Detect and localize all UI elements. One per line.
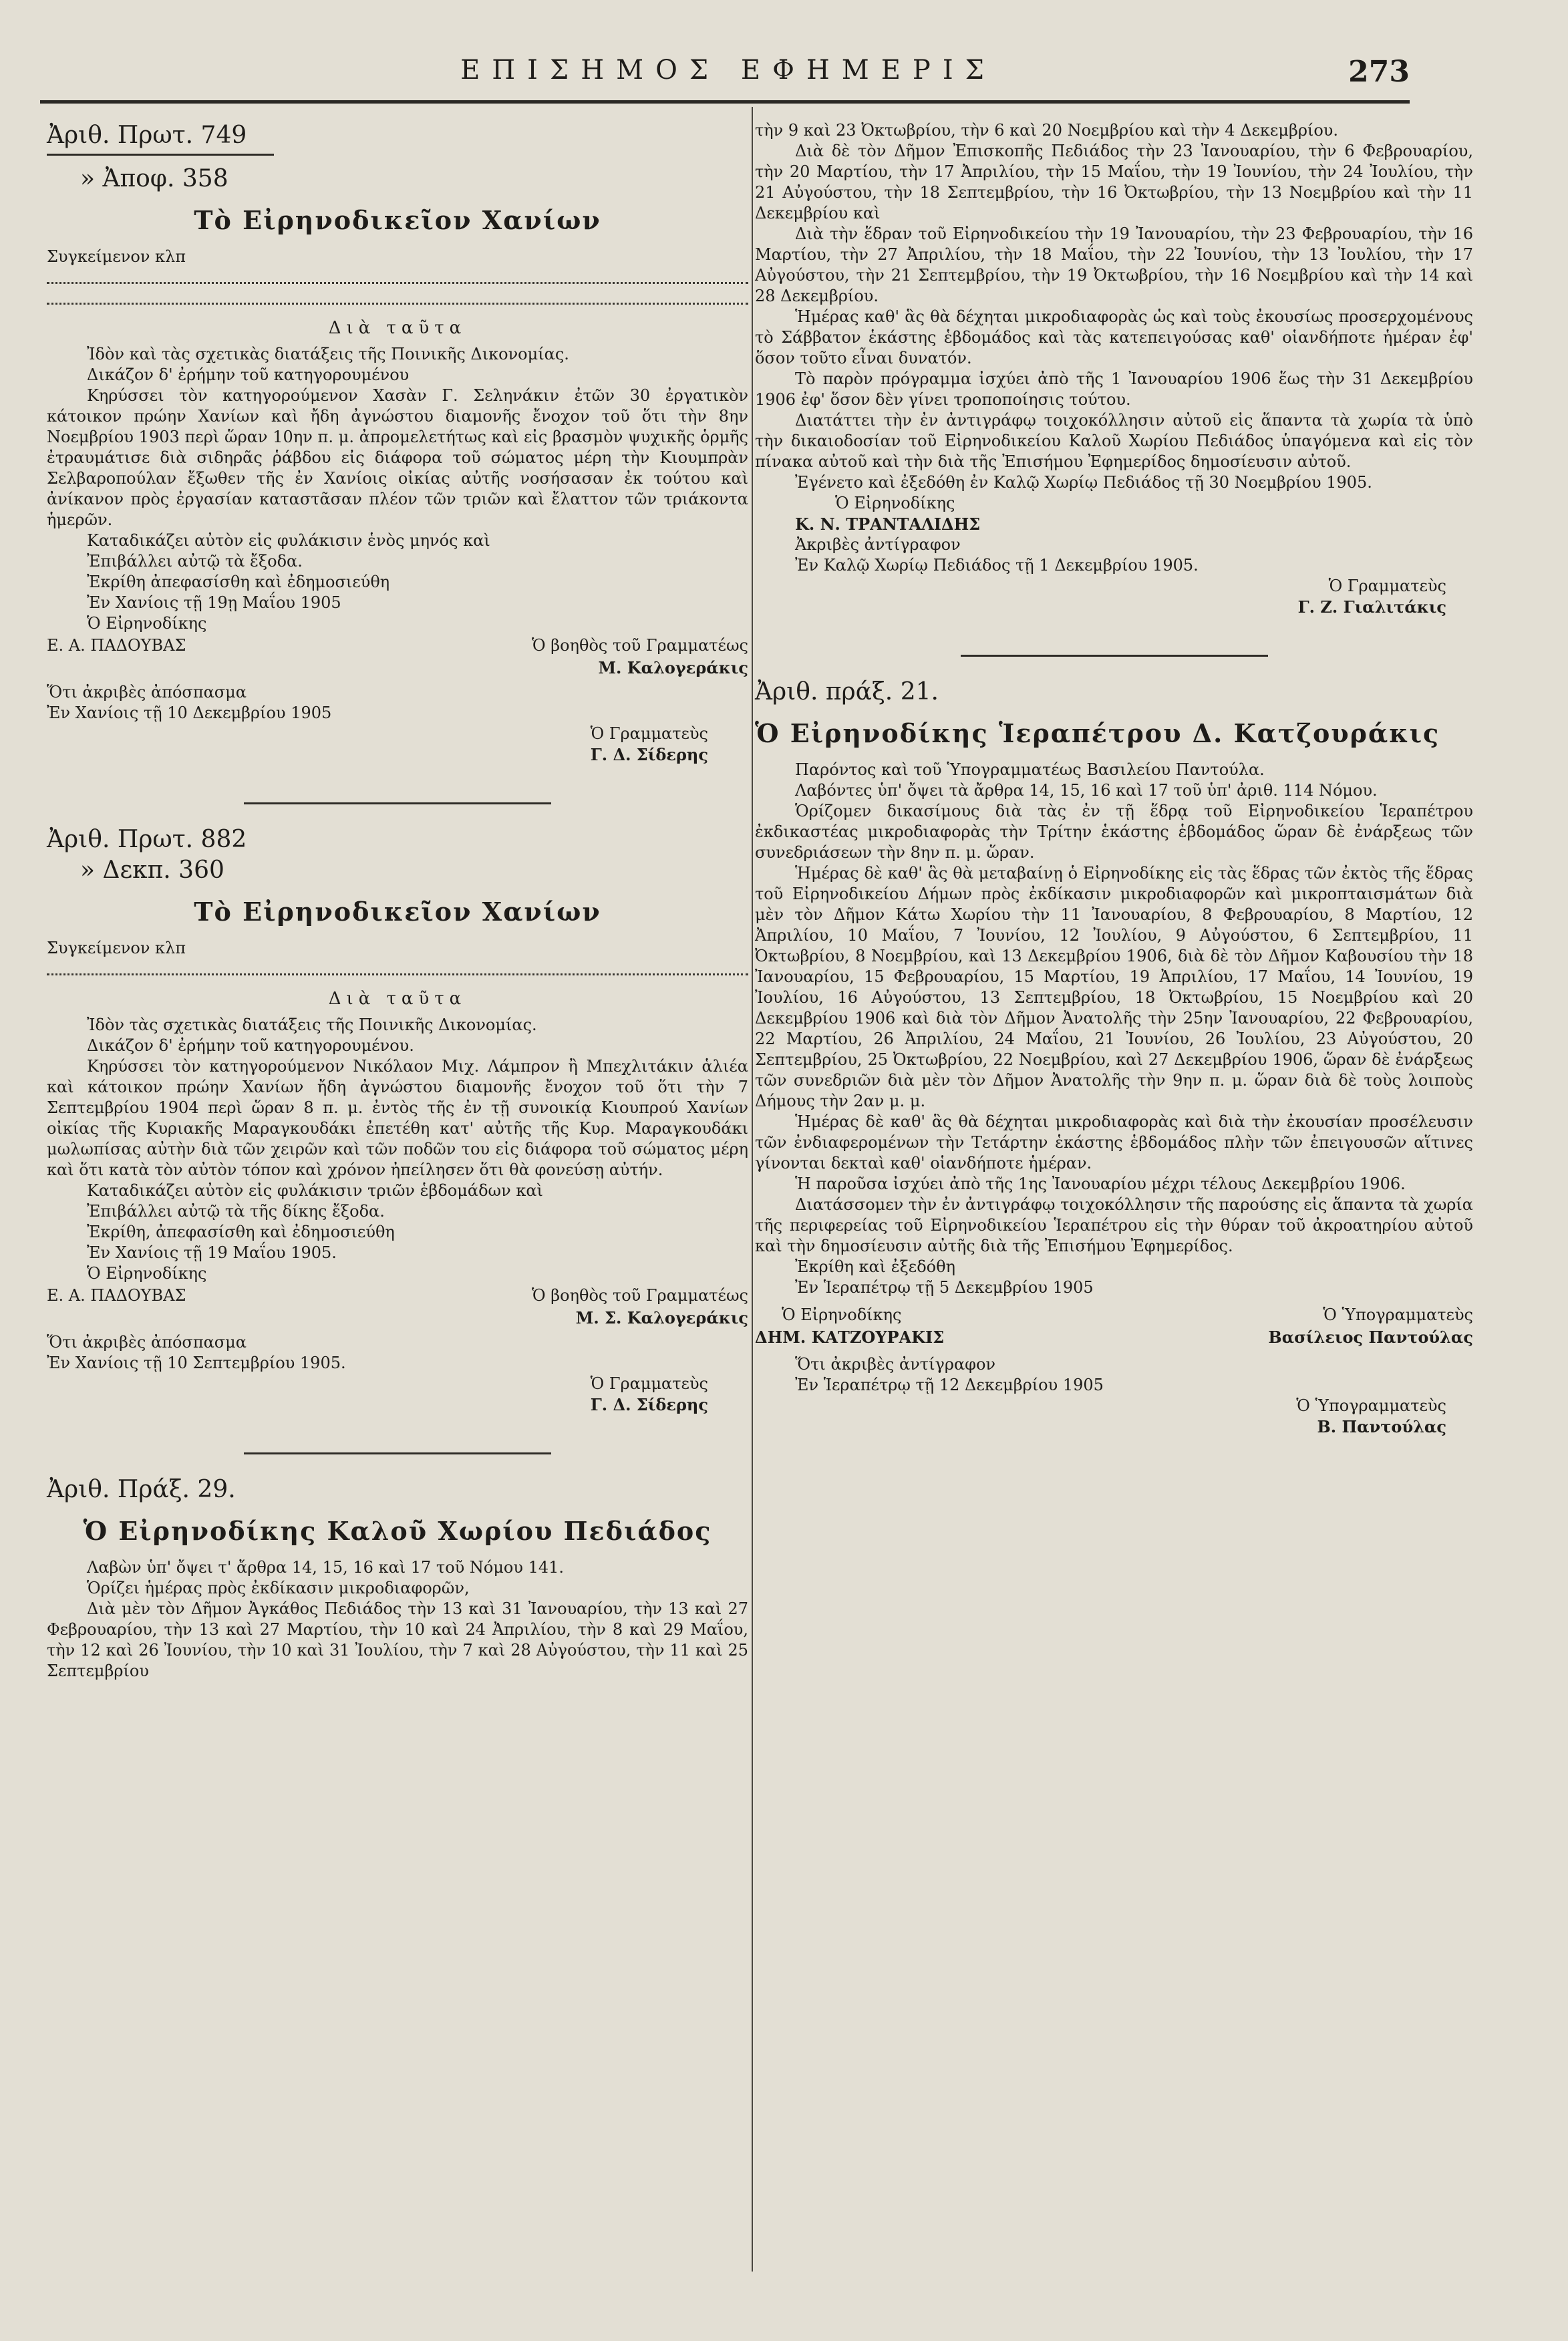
page-number: 273: [1348, 55, 1410, 89]
secretary-title: Ὁ Γραμματεὺς: [590, 724, 708, 743]
protocol-number: Ἀριθ. Πρωτ. 882: [47, 826, 247, 853]
paragraph: Δικάζον δ' ἐρήμην τοῦ κατηγορουμένου.: [87, 1036, 414, 1055]
paragraph: Ἐν Χανίοις τῇ 19 Μαΐου 1905.: [87, 1243, 337, 1262]
act-29-continued: [755, 120, 1473, 617]
paragraph: Ἐν Ἱεραπέτρῳ τῇ 12 Δεκεμβρίου 1905: [795, 1376, 1104, 1394]
paragraph: Διὰ δὲ τὸν Δῆμον Ἐπισκοπῆς Πεδιάδος τὴν 23 Ἰανουαρίου, τὴν 6 Φεβρουαρίου, τὴν 20 Μαρτίου, τὴν 17 Ἀπριλίου, τὴν 15 Μαΐου, τὴν 19 Ἰουνίου, τὴν 24 Ἰουλίου, τὴν 21 Αὐγούστου, τὴν 18 Σεπτεμβρίου, τὴν 16 Ὀκτωβρίου, τὴν 13 Νοεμβρίου καὶ τὴν 11 Δεκεμβρίου καὶ: [755, 142, 1473, 222]
paragraph: τὴν 9 καὶ 23 Ὀκτωβρίου, τὴν 6 καὶ 20 Νοεμβρίου καὶ τὴν 4 Δεκεμβρίου.: [755, 121, 1339, 140]
decision-heading: Τὸ Εἰρηνοδικεῖον Χανίων: [194, 205, 601, 235]
judge-name: Ε. Α. ΠΑΔΟΥΒΑΣ: [47, 636, 186, 655]
paragraph: Διατάττει τὴν ἐν ἀντιγράφῳ τοιχοκόλλησιν αὐτοῦ εἰς ἅπαντα τὰ χωρία τὰ ὑπὸ τὴν δικαιοδοσίαν τοῦ Εἰρηνοδικείου Καλοῦ Χωρίου Πεδιάδος ὑπαγόμενα καὶ εἰς τὸν πίνακα αὐτοῦ καὶ τὴν διὰ τῆς Ἐπισήμου Ἐφημερίδος δημοσίευσιν αὐτοῦ.: [755, 411, 1473, 471]
deputy-secretary-title: Ὁ Ὑπογραμματεὺς: [1296, 1396, 1446, 1415]
decision-882: [47, 824, 748, 1415]
paragraph: Ἰδὸν καὶ τὰς σχετικὰς διατάξεις τῆς Ποινικῆς Δικονομίας.: [87, 345, 569, 363]
paragraph: Ὅτι ἀκριβὲς ἀπόσπασμα: [47, 683, 247, 701]
paragraph: Διατάσσομεν τὴν ἐν ἀντιγράφῳ τοιχοκόλλησιν τῆς παρούσης εἰς ἅπαντα τὰ χωρία τῆς περιφερείας τοῦ Εἰρηνοδικείου Ἱεραπέτρου εἰς τὴν θύραν τοῦ ἀκροατηρίου αὐτοῦ καὶ τὴν δημοσίευσιν αὐτῆς διὰ τῆς Ἐπισήμου Ἐφημερίδος.: [755, 1195, 1473, 1255]
paragraph: Ἐν Χανίοις τῇ 10 Δεκεμβρίου 1905: [47, 704, 332, 722]
paragraph: Ἡ παροῦσα ἰσχύει ἀπὸ τῆς 1ης Ἰανουαρίου μέχρι τέλους Δεκεμβρίου 1906.: [795, 1175, 1406, 1193]
paragraph: Ὁ Εἰρηνοδίκης: [87, 614, 207, 633]
act-21: [755, 677, 1473, 1437]
paragraph: Λαβόντες ὑπ' ὄψει τὰ ἄρθρα 14, 15, 16 καὶ 17 τοῦ ὑπ' ἀριθ. 114 Νόμου.: [795, 781, 1378, 800]
paragraph: Ἐκρίθη καὶ ἐξεδόθη: [795, 1257, 955, 1276]
act-heading: Ὁ Εἰρηνοδίκης Καλοῦ Χωρίου Πεδιάδος: [83, 1516, 712, 1546]
judge-title: Ὁ Εἰρηνοδίκης: [782, 1305, 902, 1324]
deputy-secretary-name: Β. Παντούλας: [1317, 1417, 1446, 1436]
paragraph: Διὰ μὲν τὸν Δῆμον Ἀγκάθος Πεδιάδος τὴν 13 καὶ 31 Ἰανουαρίου, τὴν 13 καὶ 27 Φεβρουαρίου, τὴν 13 καὶ 27 Μαρτίου, τὴν 10 καὶ 24 Ἀπριλίου, τὴν 8 καὶ 29 Μαΐου, τὴν 12 καὶ 26 Ἰουνίου, τὴν 10 καὶ 31 Ἰουλίου, τὴν 7 καὶ 28 Αὐγούστου, τὴν 11 καὶ 25 Σεπτεμβρίου: [47, 1599, 748, 1680]
left-column: [47, 120, 748, 1682]
paragraph: Καταδικάζει αὐτὸν εἰς φυλάκισιν τριῶν ἑβδομάδων καὶ: [87, 1181, 543, 1200]
act-heading: Ὁ Εἰρηνοδίκης Ἱεραπέτρου Δ. Κατζουράκις: [755, 718, 1440, 748]
paragraph: Κηρύσσει τὸν κατηγορούμενον Χασὰν Γ. Σεληνάκιν ἐτῶν 30 ἐργατικὸν κάτοικον πρώην Χανίων καὶ ἤδη ἀγνώστου διαμονῆς ἔνοχον τοῦ ὅτι τὴν 8ην Νοεμβρίου 1903 περὶ ὥραν 10ην π. μ. ἀπρομελετήτως καὶ εἰς βρασμὸν ψυχικῆς ὁρμῆς ἐτραυμάτισε διὰ σιδηρᾶς ῥάβδου εἰς διάφορα τοῦ σώματος μέρη τὴν Κιουμπρὰν Σελβαροπούλαν ἔξωθεν τῆς ἐν Χανίοις οἰκίας αὐτῆς νοσήσασαν ἐκ τούτου καὶ ἀνίκανον πρὸς ἐργασίαν καταστᾶσαν πλέον τῶν τριῶν καὶ ἔλαττον τῶν τριάκοντα ἡμερῶν.: [47, 386, 748, 529]
dia-tauta: Διὰ ταῦτα: [328, 318, 467, 338]
paragraph: Κηρύσσει τὸν κατηγορούμενον Νικόλαον Μιχ. Λάμπρον ἢ Μπεχλιτάκιν ἁλιέα καὶ κάτοικον πρώην Χανίων ἤδη ἀγνώστου διαμονῆς ἔνοχον τοῦ ὅτι τὴν 7 Σεπτεμβρίου 1904 περὶ ὥραν 8 π. μ. ἐντὸς τῆς ἐν τῇ συνοικίᾳ Κιουπρού Χανίων οἰκίας τῆς Κυριακῆς Μαραγκουδάκι ἐπετέθη κατ' αὐτῆς τῆς Κυρ. Μαραγκουδάκι μωλωπίσας αὐτὴν διὰ τῶν χειρῶν καὶ τῶν ποδῶν του εἰς διάφορα τοῦ σώματος μέρη καὶ ὅτι κατὰ τὸν αὐτὸν τόπον καὶ χρόνον ἠπείλησεν ὅτι θὰ φονεύσῃ αὐτήν.: [47, 1057, 748, 1179]
dia-tauta: Διὰ ταῦτα: [328, 989, 467, 1009]
underline: [47, 154, 274, 156]
right-column: [755, 120, 1473, 1437]
judge-name: Κ. Ν. ΤΡΑΝΤΑΛΙΔΗΣ: [795, 514, 981, 534]
dotted-line: [47, 291, 748, 305]
decision-749: [47, 120, 748, 765]
act-number: Ἀριθ. Πράξ. 29.: [47, 1476, 236, 1503]
assistant-title: Ὁ βοηθὸς τοῦ Γραμματέως: [532, 636, 748, 655]
paragraph: Λαβὼν ὑπ' ὄψει τ' ἄρθρα 14, 15, 16 καὶ 17 τοῦ Νόμου 141.: [87, 1558, 565, 1577]
intro-line: Συγκείμενον κλπ: [47, 939, 186, 957]
paragraph: Ἐκρίθη ἀπεφασίσθη καὶ ἐδημοσιεύθη: [87, 573, 390, 591]
protocol-number: Ἀριθ. Πρωτ. 749: [47, 122, 247, 149]
paragraph: Ὁ Εἰρηνοδίκης: [87, 1264, 207, 1283]
paragraph: Ἐν Χανίοις τῇ 10 Σεπτεμβρίου 1905.: [47, 1354, 346, 1372]
act-29: [47, 1474, 748, 1682]
paragraph: Ἡμέρας καθ' ἃς θὰ δέχηται μικροδιαφορὰς ὡς καὶ τοὺς ἐκουσίως προσερχομένους τὸ Σάββατον ἑκάστης ἑβδομάδος καὶ τὰς κατεπειγούσας καθ' οἱανδήποτε ἡμέραν ἐφ' ὅσον τοῦτο εἶναι δυνατόν.: [755, 307, 1473, 367]
masthead: [40, 47, 1410, 104]
assistant-title: Ὁ βοηθὸς τοῦ Γραμματέως: [532, 1286, 748, 1305]
paragraph: Ἐν Ἱεραπέτρῳ τῇ 5 Δεκεμβρίου 1905: [795, 1278, 1094, 1297]
paragraph: Ἡμέρας δὲ καθ' ἃς θὰ μεταβαίνῃ ὁ Εἰρηνοδίκης εἰς τὰς ἕδρας τῶν ἐκτὸς τῆς ἕδρας τοῦ Εἰρηνοδικείου Δήμων πρὸς ἐκδίκασιν μικροδιαφορῶν καὶ μικροπταισμάτων διὰ μὲν τὸν Δῆμον Κάτω Χωρίου τὴν 11 Ἰανουαρίου, 8 Φεβρουαρίου, 8 Μαρτίου, 12 Ἀπριλίου, 10 Μαΐου, 7 Ἰουνίου, 12 Ἰουλίου, 9 Αὐγούστου, 6 Σεπτεμβρίου, 11 Ὀκτωβρίου, 8 Νοεμβρίου, καὶ 13 Δεκεμβρίου 1906, διὰ δὲ τὸν Δῆμον Καβουσίου τὴν 18 Ἰανουαρίου, 15 Φεβρουαρίου, 15 Μαρτίου, 19 Ἀπριλίου, 17 Μαΐου, 14 Ἰουνίου, 19 Ἰουλίου, 16 Αὐγούστου, 13 Σεπτεμβρίου, 18 Ὀκτωβρίου, 15 Νοεμβρίου καὶ 20 Δεκεμβρίου 1906 καὶ διὰ τὸν Δῆμον Ἀνατολῆς τὴν 25ην Ἰανουαρίου, 22 Φεβρουαρίου, 22 Μαρτίου, 26 Ἀπριλίου, 24 Μαΐου, 21 Ἰουνίου, 26 Ἰουλίου, 23 Αὐγούστου, 20 Σεπτεμβρίου, 25 Ὀκτωβρίου, 22 Νοεμβρίου, καὶ 27 Δεκεμβρίου 1906, ὥραν δὲ ἐνάρξεως τῶν συνεδριῶν διὰ μὲν τὸν Δῆμον Ἀνατολῆς τὴν 9ην π. μ. ὥραν διὰ δὲ τοὺς λοιποὺς Δήμους τὴν 2αν μ. μ.: [755, 864, 1473, 1110]
paragraph: Ἐπιβάλλει αὐτῷ τὰ τῆς δίκης ἔξοδα.: [87, 1202, 385, 1221]
paragraph: Ἡμέρας δὲ καθ' ἃς θὰ δέχηται μικροδιαφορὰς καὶ διὰ τὴν ἐκουσίαν προσέλευσιν τῶν ἐνδιαφερομένων τὴν Τετάρτην ἑκάστης ἑβδομάδος πλὴν τῶν ἐπειγουσῶν αἵτινες γίνονται δεκταὶ καθ' οἱανδήποτε ἡμέραν.: [755, 1112, 1473, 1173]
decision-number: » Ἀποφ. 358: [80, 165, 228, 192]
secretary-name: Γ. Δ. Σίδερης: [590, 1395, 708, 1414]
paragraph: Ὅτι ἀκριβὲς ἀπόσπασμα: [47, 1333, 247, 1352]
paragraph: Ἐν Καλῷ Χωρίῳ Πεδιάδος τῇ 1 Δεκεμβρίου 1905.: [795, 556, 1199, 575]
paragraph: Παρόντος καὶ τοῦ Ὑπογραμματέως Βασιλείου Παντούλα.: [795, 760, 1265, 779]
judge-name: Ε. Α. ΠΑΔΟΥΒΑΣ: [47, 1286, 186, 1305]
paragraph: Ἀκριβὲς ἀντίγραφον: [795, 535, 961, 554]
paragraph: Ὁρίζομεν δικασίμους διὰ τὰς ἐν τῇ ἕδρᾳ τοῦ Εἰρηνοδικείου Ἱεραπέτρου ἐκδικαστέας μικροδιαφορὰς τὴν Τρίτην ἑκάστης ἑβδομάδος ὥραν δὲ ἐνάρξεως τῶν συνεδριάσεων τὴν 8ην π. μ. ὥραν.: [755, 802, 1473, 862]
deputy-secretary-name: Βασίλειος Παντούλας: [1268, 1328, 1473, 1347]
secretary-title: Ὁ Γραμματεὺς: [590, 1374, 708, 1393]
assistant-name: Μ. Καλογεράκις: [598, 658, 748, 677]
decision-number: » Δεκπ. 360: [80, 856, 224, 884]
judge-title: Ὁ Εἰρηνοδίκης: [835, 494, 955, 512]
paragraph: Διὰ τὴν ἕδραν τοῦ Εἰρηνοδικείου τὴν 19 Ἰανουαρίου, τὴν 23 Φεβρουαρίου, τὴν 16 Μαρτίου, τὴν 27 Ἀπριλίου, τὴν 18 Μαΐου, τὴν 22 Ἰουνίου, τὴν 13 Ἰουλίου, τὴν 17 Αὐγούστου, τὴν 21 Σεπτεμβρίου, τὴν 19 Ὀκτωβρίου, τὴν 16 Νοεμβρίου καὶ τὴν 14 καὶ 28 Δεκεμβρίου.: [755, 224, 1473, 305]
dotted-line: [47, 961, 748, 975]
signature-line: [47, 1285, 748, 1306]
paragraph: Τὸ παρὸν πρόγραμμα ἰσχύει ἀπὸ τῆς 1 Ἰανουαρίου 1906 ἕως τὴν 31 Δεκεμβρίου 1906 ἐφ' ὅσον δὲν γίνει τροποποίησις τούτου.: [755, 369, 1473, 409]
section-separator: [244, 1452, 551, 1454]
secretary-title: Ὁ Γραμματεὺς: [1328, 577, 1446, 595]
paragraph: Ἐπιβάλλει αὐτῷ τὰ ἔξοδα.: [87, 552, 303, 571]
decision-heading: Τὸ Εἰρηνοδικεῖον Χανίων: [194, 897, 601, 927]
paragraph: Ἰδὸν τὰς σχετικὰς διατάξεις τῆς Ποινικῆς Δικονομίας.: [87, 1016, 537, 1034]
dotted-line: [47, 270, 748, 284]
paragraph: Δικάζον δ' ἐρήμην τοῦ κατηγορουμένου: [87, 365, 410, 384]
secretary-name: Γ. Δ. Σίδερης: [590, 745, 708, 764]
section-separator: [961, 655, 1268, 657]
secretary-name: Γ. Ζ. Γιαλιτάκις: [1297, 597, 1446, 617]
intro-line: Συγκείμενον κλπ: [47, 247, 186, 266]
column-divider: [752, 107, 753, 2272]
judge-name: ΔΗΜ. ΚΑΤΖΟΥΡΑΚΙΣ: [755, 1328, 945, 1347]
paragraph: Ἐν Χανίοις τῇ 19ῃ Μαΐου 1905: [87, 593, 341, 612]
act-number: Ἀριθ. πράξ. 21.: [755, 678, 939, 706]
signature-line: [47, 635, 748, 656]
section-separator: [244, 802, 551, 804]
paragraph: Ὅτι ἀκριβὲς ἀντίγραφον: [795, 1355, 995, 1374]
paragraph: Ἐκρίθη, ἀπεφασίσθη καὶ ἐδημοσιεύθη: [87, 1223, 395, 1241]
paragraph: Καταδικάζει αὐτὸν εἰς φυλάκισιν ἑνὸς μηνός καὶ: [87, 531, 490, 550]
deputy-secretary-title: Ὁ Ὑπογραμματεὺς: [1323, 1305, 1473, 1324]
signature-line: [755, 1305, 1473, 1325]
assistant-name: Μ. Σ. Καλογεράκις: [575, 1308, 748, 1328]
paragraph: Ἐγένετο καὶ ἐξεδόθη ἐν Καλῷ Χωρίῳ Πεδιάδος τῇ 30 Νοεμβρίου 1905.: [795, 473, 1372, 492]
paragraph: Ὁρίζει ἡμέρας πρὸς ἐκδίκασιν μικροδιαφορῶν,: [87, 1579, 470, 1597]
signature-line: [755, 1327, 1473, 1348]
newspaper-title: ΕΠΙΣΗΜΟΣ ΕΦΗΜΕΡΙΣ: [460, 55, 996, 86]
